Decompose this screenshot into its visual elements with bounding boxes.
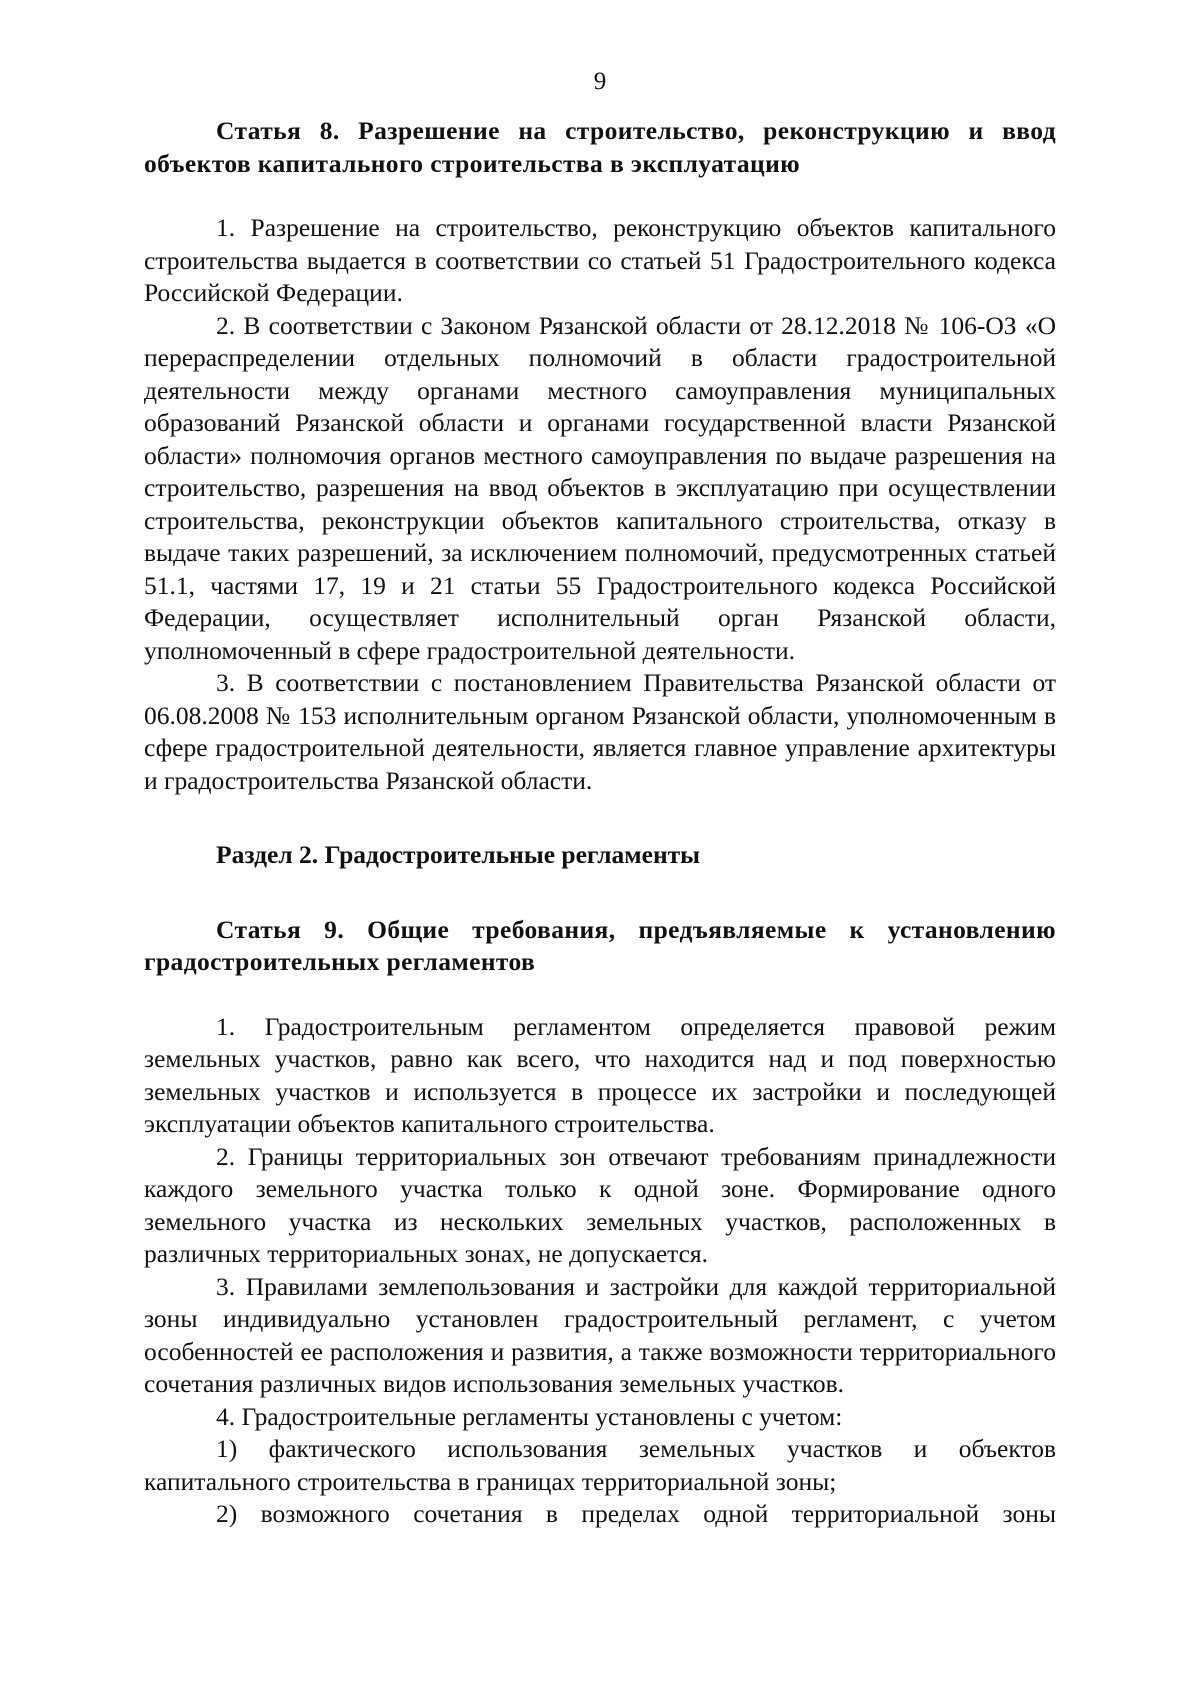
document-body [144, 115, 1056, 1531]
article-8-paragraph-3: 3. В соответствии с постановлением Правительства Рязанской области от 06.08.2008 № 153 исполнительным органом Рязанской области, уполномоченным в сфере градостроительной деятельности, является главное управление архитектуры и градостроительства Рязанской области. [144, 668, 1056, 795]
spacer [144, 797, 1056, 839]
page-number: 9 [593, 68, 607, 95]
article-9-list-item-2: 2) возможного сочетания в пределах одной территориальной зоны [216, 1499, 1056, 1528]
article-8-paragraph-1: 1. Разрешение на строительство, реконструкцию объектов капитального строительства выдается в соответствии со статьей 51 Градостроительного кодекса Российской Федерации. [144, 213, 1056, 307]
spacer [144, 872, 1056, 914]
article-9-list-item-1: 1) фактического использования земельных участков и объектов капитального строительства в границах территориальной зоны; [144, 1434, 1056, 1496]
spacer [144, 979, 1056, 1011]
article-9-paragraph-3: 3. Правилами землепользования и застройки для каждой территориальной зоны индивидуально установлен градостроительный регламент, с учетом особенностей ее расположения и развития, а также возможности территориального сочетания различных видов использования земельных участков. [144, 1271, 1056, 1398]
article-9-title: Статья 9. Общие требования, предъявляемые к установлению градостроительных регламентов [144, 914, 1056, 976]
article-9-paragraph-4: 4. Градостроительные регламенты установлены с учетом: [216, 1401, 843, 1431]
spacer [144, 180, 1056, 212]
article-9-paragraph-2: 2. Границы территориальных зон отвечают требованиям принадлежности каждого земельного участка только к одной зоне. Формирование одного земельного участка из нескольких земельных участков, расположенных в различных территориальных зонах, не допускается. [144, 1141, 1056, 1268]
article-8-title: Статья 8. Разрешение на строительство, реконструкцию и ввод объектов капитального строительства в эксплуатацию [144, 116, 1056, 178]
article-8-paragraph-2: 2. В соответствии с Законом Рязанской области от 28.12.2018 № 106-ОЗ «О перераспределении отдельных полномочий в области градостроительной деятельности между органами местного самоуправления муниципальных образований Рязанской области и органами государственной власти Рязанской области» полномочия органов местного самоуправления по выдаче разрешения на строительство, разрешения на ввод объектов в эксплуатацию при осуществлении строительства, реконструкции объектов капитального строительства, отказу в выдаче таких разрешений, за исключением полномочий, предусмотренных статьей 51.1, частями 17, 19 и 21 статьи 55 Градостроительного кодекса Российской Федерации, осуществляет исполнительный орган Рязанской области, уполномоченный в сфере градостроительной деятельности. [144, 310, 1056, 665]
article-9-paragraph-1: 1. Градостроительным регламентом определяется правовой режим земельных участков, равно как всего, что находится над и под поверхностью земельных участков и используется в процессе их застройки и последующей эксплуатации объектов капитального строительства. [144, 1011, 1056, 1138]
section-2-title: Раздел 2. Градостроительные регламенты [216, 840, 701, 869]
